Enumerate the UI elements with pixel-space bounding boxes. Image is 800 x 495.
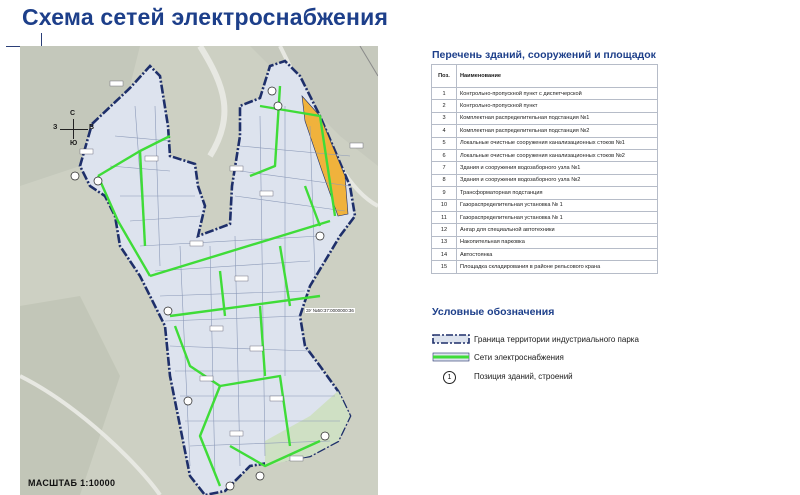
table-row <box>432 100 658 112</box>
table-row <box>432 211 658 223</box>
buildings-table <box>431 64 658 274</box>
row-pos: 15 <box>432 261 457 273</box>
table-row <box>432 162 658 174</box>
row-name: Ангар для специальной автотехники <box>457 224 658 236</box>
table-row <box>432 174 658 186</box>
table-row <box>432 112 658 124</box>
table-row <box>432 236 658 248</box>
row-name: Накопительная парковка <box>457 236 658 248</box>
table-row <box>432 261 658 273</box>
table-row <box>432 224 658 236</box>
table-row <box>432 149 658 161</box>
row-pos: 11 <box>432 211 457 223</box>
compass-rose <box>53 110 95 152</box>
boundary-legend-symbol <box>432 333 470 345</box>
row-name: Газораспределительная установка № 1 <box>457 199 658 211</box>
row-name: Здания и сооружения водозаборного узла №1 <box>457 162 658 174</box>
legend-label-position: Позиция зданий, строений <box>474 372 573 381</box>
legend-title: Условные обозначения <box>432 306 555 318</box>
row-name: Площадка складирования в районе рельсового крана <box>457 261 658 273</box>
legend-label-boundary: Граница территории индустриального парка <box>474 335 639 344</box>
row-pos: 12 <box>432 224 457 236</box>
row-pos: 2 <box>432 100 457 112</box>
column-header-name: Наименование <box>457 65 658 88</box>
row-name: Локальные очистные сооружения канализационных стоков №2 <box>457 149 658 161</box>
row-name: Контрольно-пропускной пункт <box>457 100 658 112</box>
row-name: Здания и сооружения водозаборного узла №2 <box>457 174 658 186</box>
row-pos: 3 <box>432 112 457 124</box>
row-pos: 9 <box>432 187 457 199</box>
compass-south: Ю <box>70 140 78 147</box>
row-name: Трансформаторная подстанция <box>457 187 658 199</box>
table-row <box>432 88 658 100</box>
row-pos: 13 <box>432 236 457 248</box>
row-pos: 4 <box>432 125 457 137</box>
table-row <box>432 249 658 261</box>
map-scale: МАСШТАБ 1:10000 <box>28 478 116 488</box>
row-name: Газораспределительная установка № 1 <box>457 211 658 223</box>
row-pos: 10 <box>432 199 457 211</box>
table-row <box>432 125 658 137</box>
row-name: Контрольно-пропускной пункт с диспетчерской <box>457 88 658 100</box>
page-title: Схема сетей электроснабжения <box>22 4 389 30</box>
row-name: Комплектная распределительная подстанция №1 <box>457 112 658 124</box>
table-header-row <box>432 65 658 88</box>
row-pos: 14 <box>432 249 457 261</box>
compass-east: В <box>89 124 95 131</box>
buildings-list-title: Перечень зданий, сооружений и площадок <box>432 49 656 61</box>
compass-north: С <box>70 110 76 117</box>
row-pos: 8 <box>432 174 457 186</box>
table-row <box>432 199 658 211</box>
site-plan-map[interactable] <box>20 46 378 495</box>
column-header-pos: Поз. <box>432 65 457 88</box>
cadastral-label: ЗУ №50:37:0000000:36 <box>306 308 354 313</box>
legend-label-power: Сети электроснабжения <box>474 353 564 362</box>
buildings-table-body <box>432 88 658 274</box>
row-pos: 7 <box>432 162 457 174</box>
position-legend-symbol: 1 <box>443 371 456 384</box>
row-pos: 1 <box>432 88 457 100</box>
row-name: Автостоянка <box>457 249 658 261</box>
compass-axis <box>60 129 88 130</box>
row-pos: 6 <box>432 149 457 161</box>
table-row <box>432 187 658 199</box>
row-pos: 5 <box>432 137 457 149</box>
power-legend-symbol <box>432 352 470 362</box>
compass-west: З <box>53 124 58 131</box>
row-name: Локальные очистные сооружения канализационных стоков №1 <box>457 137 658 149</box>
table-row <box>432 137 658 149</box>
row-name: Комплектная распределительная подстанция №2 <box>457 125 658 137</box>
